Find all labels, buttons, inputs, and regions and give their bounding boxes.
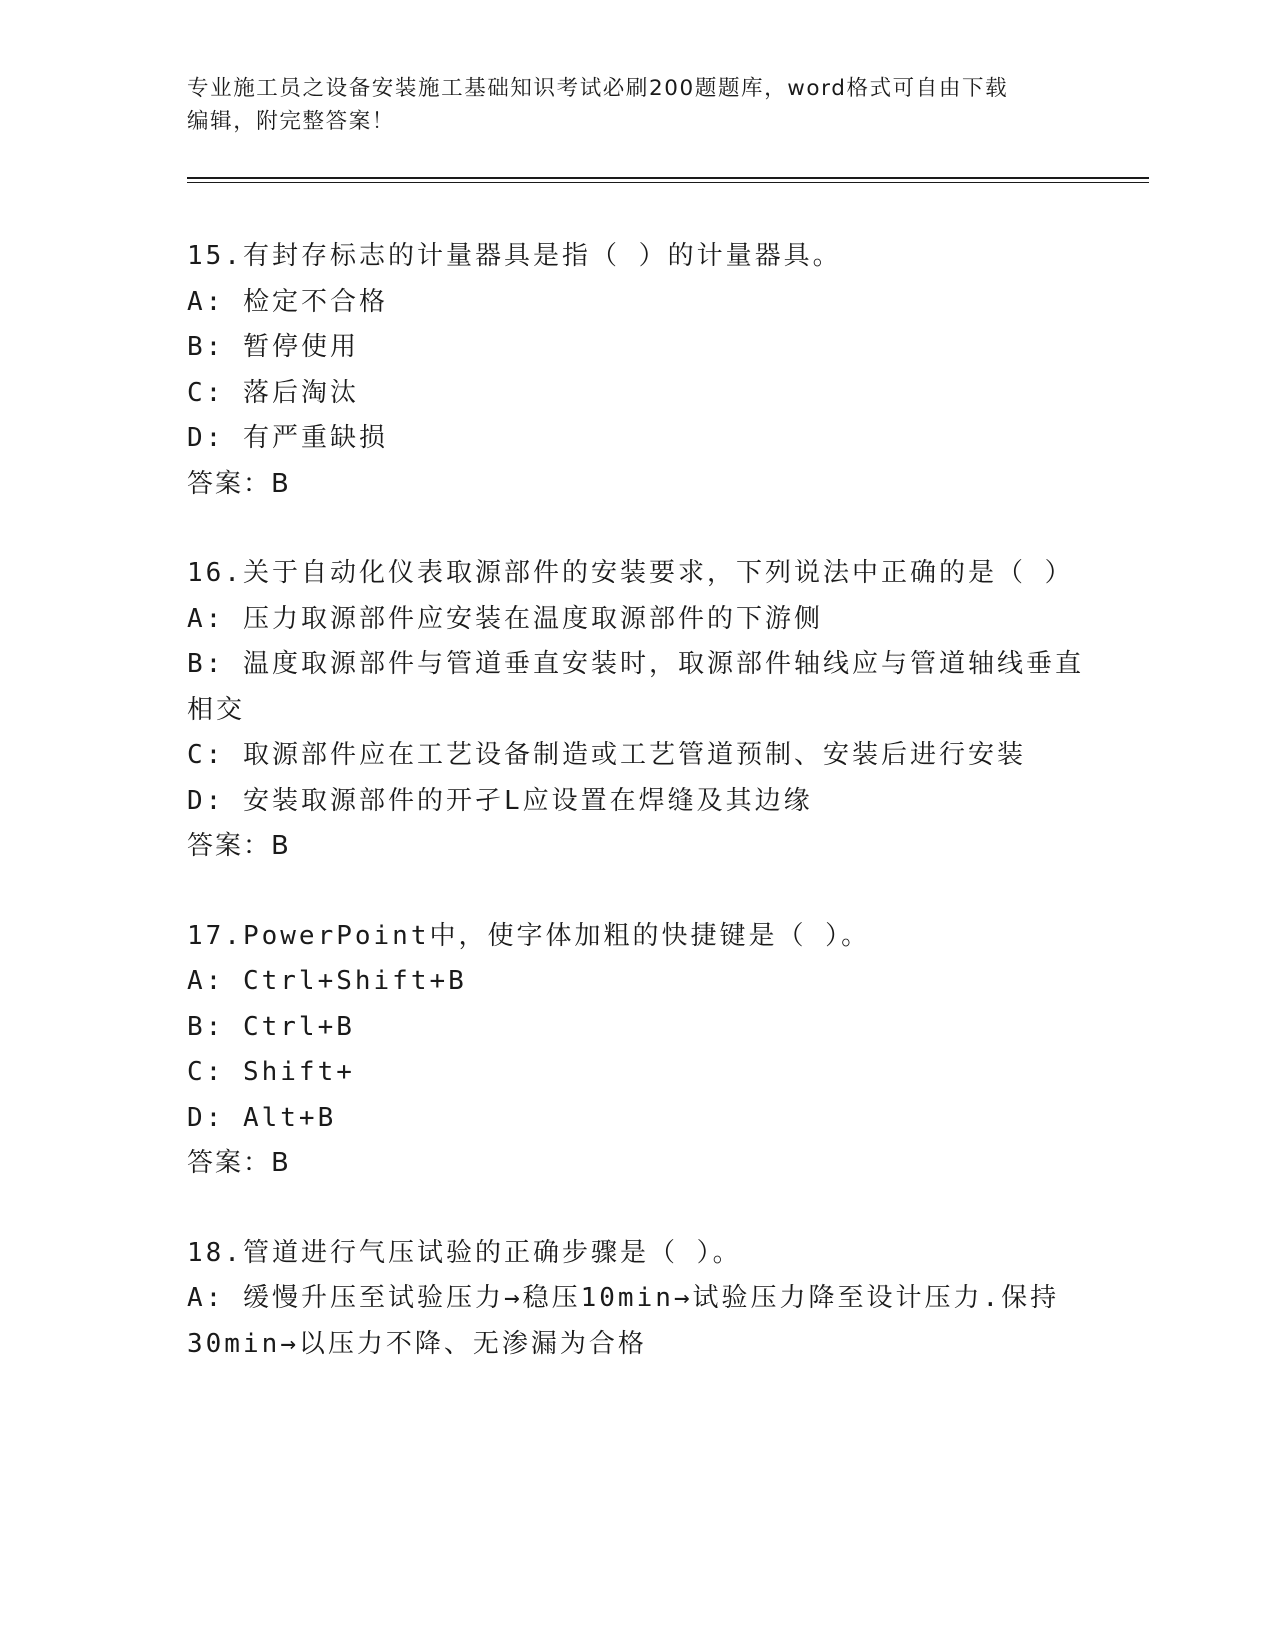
- question-16: [187, 551, 1087, 870]
- option-a-continued: 30min→以压力不降、无渗漏为合格: [187, 1328, 647, 1359]
- header-divider-thin: [187, 182, 1149, 183]
- header-divider-thick: [187, 177, 1149, 179]
- option-a: A: 缓慢升压至试验压力→稳压10min→试验压力降至设计压力.保持: [187, 1283, 1060, 1313]
- option-b: B: 温度取源部件与管道垂直安装时，取源部件轴线应与管道轴线垂直: [187, 649, 1084, 679]
- option-c: C: 取源部件应在工艺设备制造或工艺管道预制、安装后进行安装: [187, 740, 1026, 770]
- option-d: D: 安装取源部件的开孑L应设置在焊缝及其边缘: [187, 785, 813, 816]
- option-a: A: 检定不合格: [187, 286, 388, 317]
- question-18: [187, 1231, 1087, 1368]
- question-17: [187, 914, 1087, 1187]
- question-15: [187, 234, 1087, 507]
- answer: 答案：B: [187, 468, 291, 499]
- question-stem: 16.关于自动化仪表取源部件的安装要求，下列说法中正确的是（ ）: [187, 558, 1074, 588]
- option-b: B: Ctrl+B: [187, 1011, 355, 1042]
- option-b-continued: 相交: [187, 694, 246, 725]
- option-d: D: 有严重缺损: [187, 423, 388, 453]
- option-a: A: 压力取源部件应安装在温度取源部件的下游侧: [187, 603, 823, 634]
- question-stem: 15.有封存标志的计量器具是指（ ）的计量器具。: [187, 241, 842, 271]
- option-c: C: 落后淘汰: [187, 377, 359, 408]
- option-a: A: Ctrl+Shift+B: [187, 966, 467, 996]
- option-c: C: Shift+: [187, 1057, 355, 1087]
- option-b: B: 暂停使用: [187, 332, 359, 362]
- header-line-1: 专业施工员之设备安装施工基础知识考试必刷200题题库，word格式可自由下载: [187, 76, 1009, 101]
- option-d: D: Alt+B: [187, 1102, 337, 1133]
- header-line-2: 编辑，附完整答案！: [187, 109, 395, 134]
- answer: 答案：B: [187, 831, 291, 861]
- document-header: [187, 72, 1087, 138]
- question-stem: 17.PowerPoint中，使字体加粗的快捷键是（ ）。: [187, 920, 871, 951]
- question-list: [187, 234, 1087, 1411]
- answer: 答案：B: [187, 1148, 291, 1178]
- question-stem: 18.管道进行气压试验的正确步骤是（ ）。: [187, 1237, 742, 1268]
